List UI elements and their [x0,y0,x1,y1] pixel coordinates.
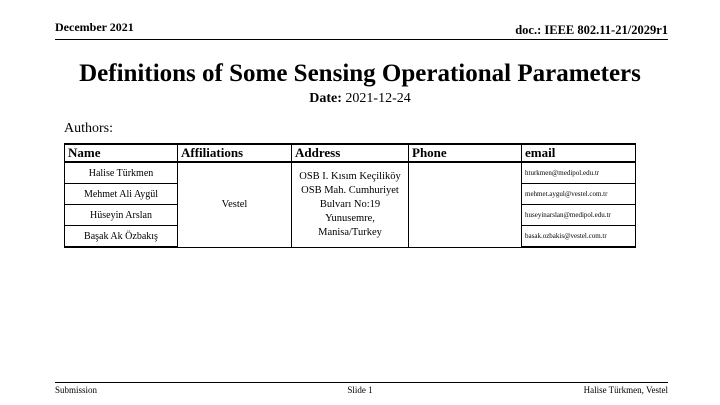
date-value: 2021-12-24 [345,91,411,106]
author-name: Hüseyin Arslan [65,205,178,226]
date-label: Date: [309,91,342,106]
footer-author: Halise Türkmen, Vestel [583,385,668,395]
table-header-row [65,144,636,162]
footer-submission: Submission [55,385,98,395]
col-header-affiliations: Affiliations [178,144,292,162]
address-cell: OSB I. Kısım Keçiliköy OSB Mah. Cumhuriyet Bulvarı No:19 Yunusemre, Manisa/Turkey [292,162,409,247]
author-name: Mehmet Ali Aygül [65,184,178,205]
table-row [65,162,636,184]
footer-slide-number: Slide 1 [347,385,373,395]
col-header-phone: Phone [409,144,522,162]
author-email: mehmet.aygul@vestel.com.tr [522,184,636,205]
col-header-email: email [522,144,636,162]
header-divider [55,39,668,40]
footer-divider [55,382,668,383]
phone-cell [409,162,522,247]
author-email: huseyinarslan@medipol.edu.tr [522,205,636,226]
col-header-name: Name [65,144,178,162]
author-email: hturkmen@medipol.edu.tr [522,162,636,184]
authors-label: Authors: [64,121,113,136]
authors-table [64,143,636,248]
header-doc-id: doc.: IEEE 802.11-21/2029r1 [515,23,668,37]
header-date: December 2021 [55,20,134,34]
author-name: Başak Ak Özbakış [65,226,178,248]
slide-title: Definitions of Some Sensing Operational Parameters [79,60,641,87]
affiliation-cell: Vestel [178,162,292,247]
author-name: Halise Türkmen [65,162,178,184]
date-line [0,91,720,107]
col-header-address: Address [292,144,409,162]
author-email: basak.ozbakis@vestel.com.tr [522,226,636,248]
